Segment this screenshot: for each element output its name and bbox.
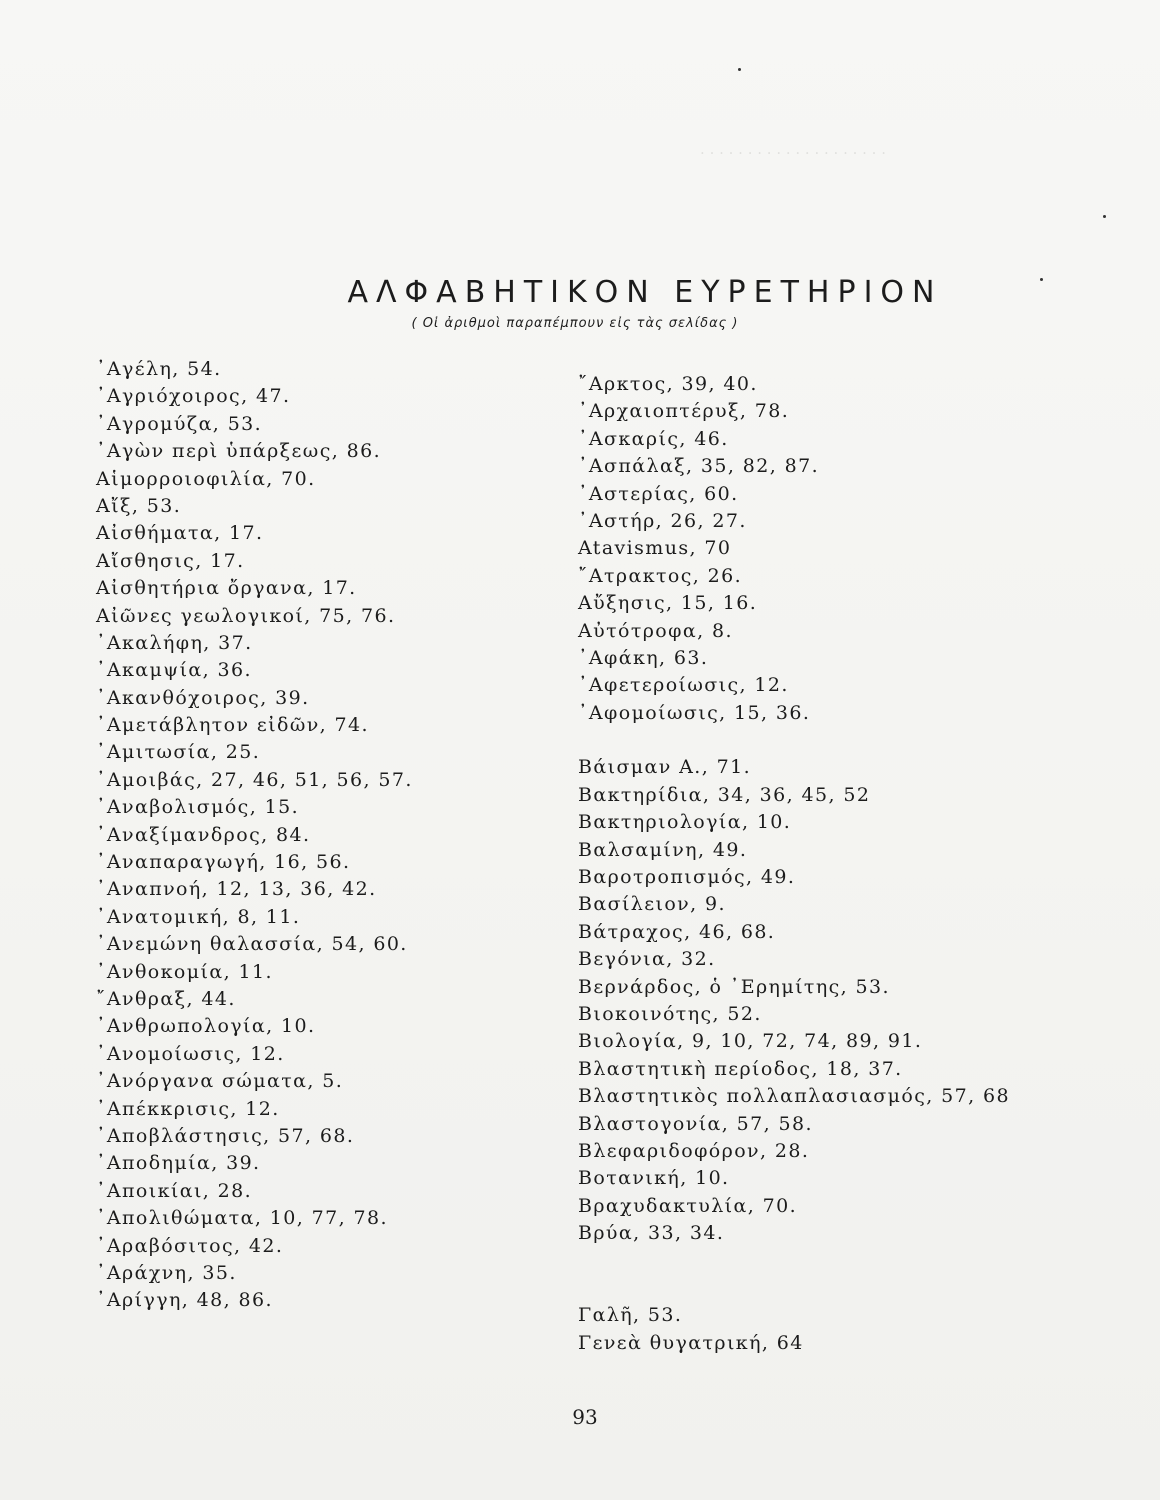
index-entry: Αὔξησις, 15, 16.	[578, 592, 758, 615]
index-entry: Βακτηριολογία, 10.	[578, 811, 792, 834]
index-entry: ᾿Αστήρ, 26, 27.	[578, 509, 747, 532]
index-entry: Αἰῶνες γεωλογικοί, 75, 76.	[96, 604, 396, 627]
index-entry: ᾿Αρίγγη, 48, 86.	[96, 1289, 273, 1312]
index-entry: Αἴξ, 53.	[96, 494, 182, 517]
index-entry: ᾿Αμετάβλητον εἰδῶν, 74.	[96, 714, 369, 737]
index-entry: Αὐτότροφα, 8.	[578, 619, 733, 642]
index-entry: ᾿Ακαμψία, 36.	[96, 659, 252, 682]
index-entry: ᾿Ανθοκομία, 11.	[96, 960, 273, 983]
page-title: ΑΛΦΑΒΗΤΙΚΟΝ ΕΥΡΕΤΗΡΙΟΝ	[347, 275, 943, 310]
index-gap	[578, 727, 1010, 754]
index-entry: ᾿Αναβολισμός, 15.	[96, 796, 300, 819]
index-entry: Βαλσαμίνη, 49.	[578, 838, 748, 861]
index-entry: ῎Αρκτος, 39, 40.	[578, 373, 758, 395]
index-entry: ᾿Ανατομική, 8, 11.	[96, 905, 301, 928]
index-entry: Βλεφαριδοφόρον, 28.	[578, 1139, 810, 1162]
index-entry: ᾿Ακανθόχοιρος, 39.	[96, 686, 310, 709]
index-entry: ᾿Απολιθώματα, 10, 77, 78.	[96, 1207, 388, 1230]
index-entry: ᾿Αραβόσιτος, 42.	[96, 1234, 284, 1257]
index-entry: ᾿Αφετεροίωσις, 12.	[578, 674, 789, 697]
index-entry: ᾿Αγέλη, 54.	[96, 358, 222, 380]
index-column-left	[96, 356, 413, 1315]
index-entry: Βεγόνια, 32.	[578, 948, 716, 971]
index-entry: ᾿Ανόργανα σώματα, 5.	[96, 1070, 344, 1093]
index-entry: ᾿Αποδημία, 39.	[96, 1152, 261, 1175]
index-entry: ᾿Αναπνοή, 12, 13, 36, 42.	[96, 878, 377, 901]
index-entry: Γενεὰ θυγατρική, 64	[578, 1331, 804, 1354]
index-entry: Βαροτροπισμός, 49.	[578, 866, 796, 889]
index-entry: ᾿Αστερίας, 60.	[578, 482, 739, 505]
index-entry: ᾿Ασπάλαξ, 35, 82, 87.	[578, 455, 820, 478]
index-entry: ᾿Αγρομύζα, 53.	[96, 412, 263, 435]
page-number: 93	[572, 1405, 598, 1429]
index-entry: ᾿Αγὼν περὶ ὑπάρξεως, 86.	[96, 440, 382, 463]
index-entry: ᾿Ανθρωπολογία, 10.	[96, 1015, 316, 1038]
index-gap	[578, 1275, 1010, 1302]
index-entry: Βιολογία, 9, 10, 72, 74, 89, 91.	[578, 1030, 923, 1053]
index-entry: Γαλῆ, 53.	[578, 1304, 683, 1327]
index-entry: Αἴσθησις, 17.	[96, 549, 245, 572]
index-entry: ᾿Αφομοίωσις, 15, 36.	[578, 701, 811, 724]
index-entry: ᾿Ακαλήφη, 37.	[96, 631, 253, 654]
speck-mark	[1040, 278, 1043, 281]
index-entry: ᾿Απέκκρισις, 12.	[96, 1097, 280, 1120]
index-entry: Βακτηρίδια, 34, 36, 45, 52	[578, 783, 871, 806]
index-entry: ῎Ατρακτος, 26.	[578, 564, 743, 587]
index-column-right	[578, 371, 1010, 1357]
index-gap	[578, 1248, 1010, 1275]
index-entry: ᾿Αποικίαι, 28.	[96, 1179, 253, 1202]
index-entry: ᾿Αμιτωσία, 25.	[96, 741, 261, 764]
index-entry: Βασίλειον, 9.	[578, 893, 726, 916]
index-entry: Αἱμορροιοφιλία, 70.	[96, 467, 316, 490]
index-entry: ᾿Αναπαραγωγή, 16, 56.	[96, 851, 351, 874]
index-entry: ᾿Αράχνη, 35.	[96, 1261, 237, 1284]
index-entry: Βλαστητικὴ περίοδος, 18, 37.	[578, 1057, 903, 1080]
index-entry: ᾿Ανομοίωσις, 12.	[96, 1042, 285, 1065]
index-entry: Αἰσθητήρια ὄργανα, 17.	[96, 577, 357, 600]
index-entry: ᾿Ασκαρίς, 46.	[578, 427, 729, 450]
speck-mark	[1103, 215, 1106, 218]
index-entry: ᾿Αφάκη, 63.	[578, 646, 709, 669]
index-entry: Βάισμαν Α., 71.	[578, 756, 752, 779]
index-entry: Αἰσθήματα, 17.	[96, 522, 264, 545]
index-entry: ᾿Αρχαιοπτέρυξ, 78.	[578, 400, 790, 423]
index-entry: ᾿Ανεμώνη θαλασσία, 54, 60.	[96, 933, 408, 956]
show-through-text: . . . . . . . . . . . . . . . . . . . .	[700, 140, 886, 158]
index-entry: ῎Ανθραξ, 44.	[96, 987, 236, 1010]
index-entry: Βραχυδακτυλία, 70.	[578, 1194, 798, 1217]
index-entry: ᾿Αμοιβάς, 27, 46, 51, 56, 57.	[96, 768, 413, 791]
page-subtitle: ( Οἱ ἀριθμοὶ παραπέμπουν εἰς τὰς σελίδας )	[411, 316, 739, 331]
index-entry: ᾿Αγριόχοιρος, 47.	[96, 385, 291, 408]
index-entry: ᾿Αποβλάστησις, 57, 68.	[96, 1124, 355, 1147]
index-entry: Βοτανική, 10.	[578, 1167, 730, 1190]
index-entry: Βλαστογονία, 57, 58.	[578, 1112, 813, 1135]
index-entry: Βάτραχος, 46, 68.	[578, 920, 776, 943]
index-entry: Atavismus, 70	[578, 537, 732, 560]
index-entry: ᾿Αναξίμανδρος, 84.	[96, 823, 311, 846]
index-entry: Βερνάρδος, ὁ ᾿Ερημίτης, 53.	[578, 975, 890, 998]
index-entry: Βρύα, 33, 34.	[578, 1222, 725, 1245]
index-entry: Βιοκοινότης, 52.	[578, 1002, 762, 1025]
index-entry: Βλαστητικὸς πολλαπλασιασμός, 57, 68	[578, 1085, 1011, 1108]
speck-mark	[738, 68, 741, 71]
